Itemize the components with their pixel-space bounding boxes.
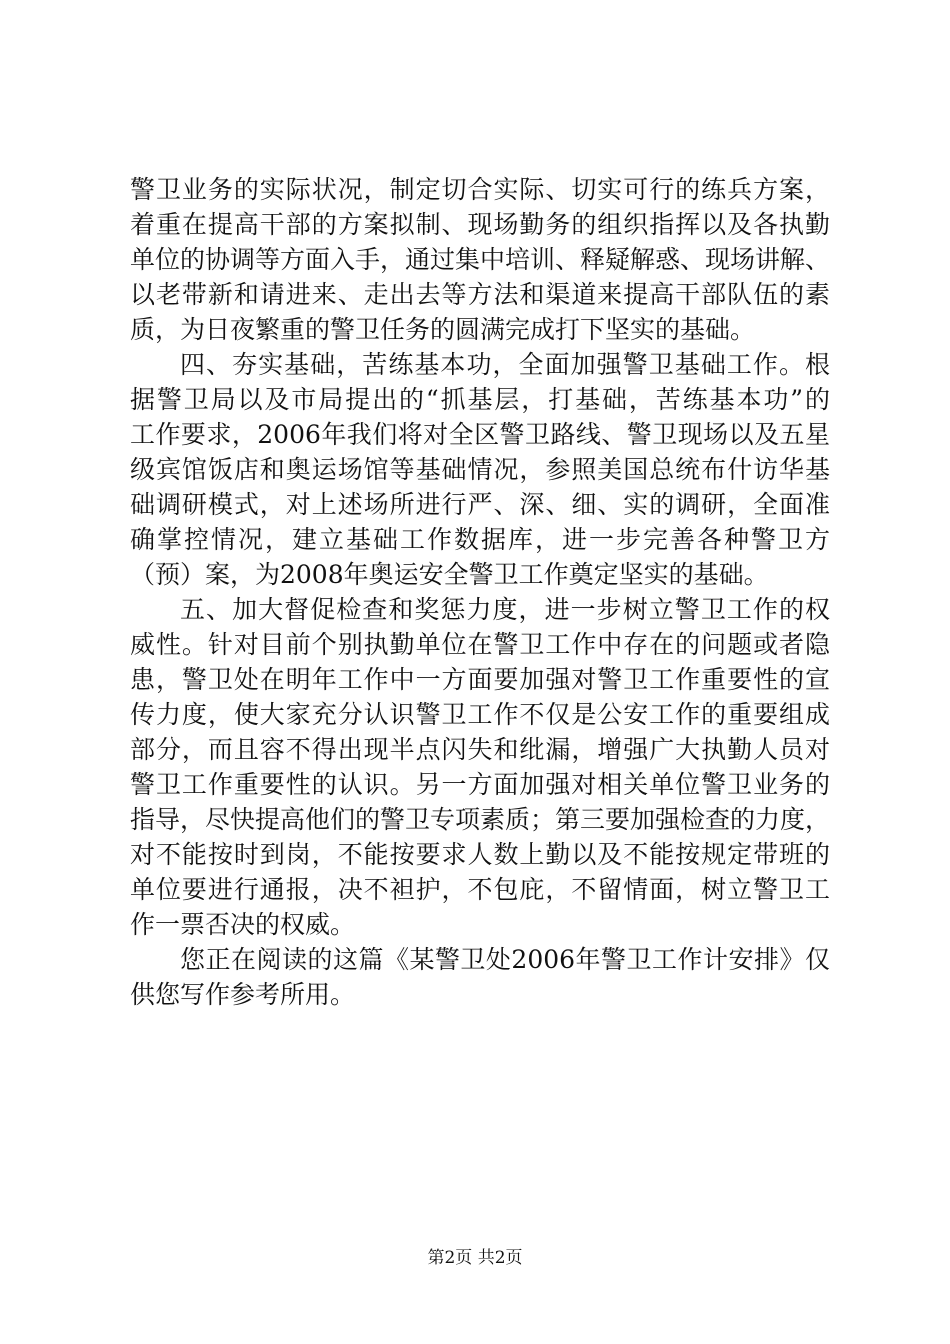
- page-number-footer: 第2页 共2页: [427, 1248, 523, 1268]
- text-line: 单位要进行通报，决不袒护，不包庇，不留情面，树立警卫工: [130, 875, 830, 904]
- text-line: 警卫工作重要性的认识。另一方面加强对相关单位警卫业务的: [130, 770, 830, 799]
- text-line: 着重在提高干部的方案拟制、现场勤务的组织指挥以及各执勤: [130, 210, 830, 239]
- text-line: 单位的协调等方面入手，通过集中培训、释疑解惑、现场讲解、: [130, 245, 831, 274]
- closing-note-line: 供您写作参考所用。: [130, 980, 356, 1009]
- text-line: 以老带新和请进来、走出去等方法和渠道来提高干部队伍的素: [130, 280, 830, 309]
- text-line: 患，警卫处在明年工作中一方面要加强对警卫工作重要性的宣: [130, 665, 830, 694]
- text-line: 指导，尽快提高他们的警卫专项素质；第三要加强检查的力度，: [130, 805, 831, 834]
- text-line: 确掌控情况，建立基础工作数据库，进一步完善各种警卫方: [130, 525, 830, 554]
- text-line: 对不能按时到岗，不能按要求人数上勤以及不能按规定带班的: [130, 840, 830, 869]
- text-line: 质，为日夜繁重的警卫任务的圆满完成打下坚实的基础。: [130, 315, 756, 344]
- text-line: 警卫业务的实际状况，制定切合实际、切实可行的练兵方案，: [130, 175, 830, 204]
- document-body: [130, 172, 830, 1012]
- text-line: （预）案，为2008年奥运安全警卫工作奠定坚实的基础。: [130, 560, 769, 589]
- paragraph-heading-line: 四、夯实基础，苦练基本功，全面加强警卫基础工作。根: [180, 350, 830, 379]
- closing-note-line: 您正在阅读的这篇《某警卫处2006年警卫工作计安排》仅: [180, 945, 830, 974]
- text-line: 础调研模式，对上述场所进行严、深、细、实的调研，全面准: [130, 490, 830, 519]
- text-line: 部分，而且容不得出现半点闪失和纰漏，增强广大执勤人员对: [130, 735, 830, 764]
- text-line: 威性。针对目前个别执勤单位在警卫工作中存在的问题或者隐: [130, 630, 830, 659]
- text-line: 作一票否决的权威。: [130, 910, 356, 939]
- paragraph-heading-line: 五、加大督促检查和奖惩力度，进一步树立警卫工作的权: [180, 595, 830, 624]
- text-line: 传力度，使大家充分认识警卫工作不仅是公安工作的重要组成: [130, 700, 830, 729]
- text-line: 级宾馆饭店和奥运场馆等基础情况，参照美国总统布什访华基: [130, 455, 830, 484]
- text-line: 工作要求，2006年我们将对全区警卫路线、警卫现场以及五星: [130, 420, 830, 449]
- text-line: 据警卫局以及市局提出的“抓基层，打基础，苦练基本功”的: [130, 385, 830, 414]
